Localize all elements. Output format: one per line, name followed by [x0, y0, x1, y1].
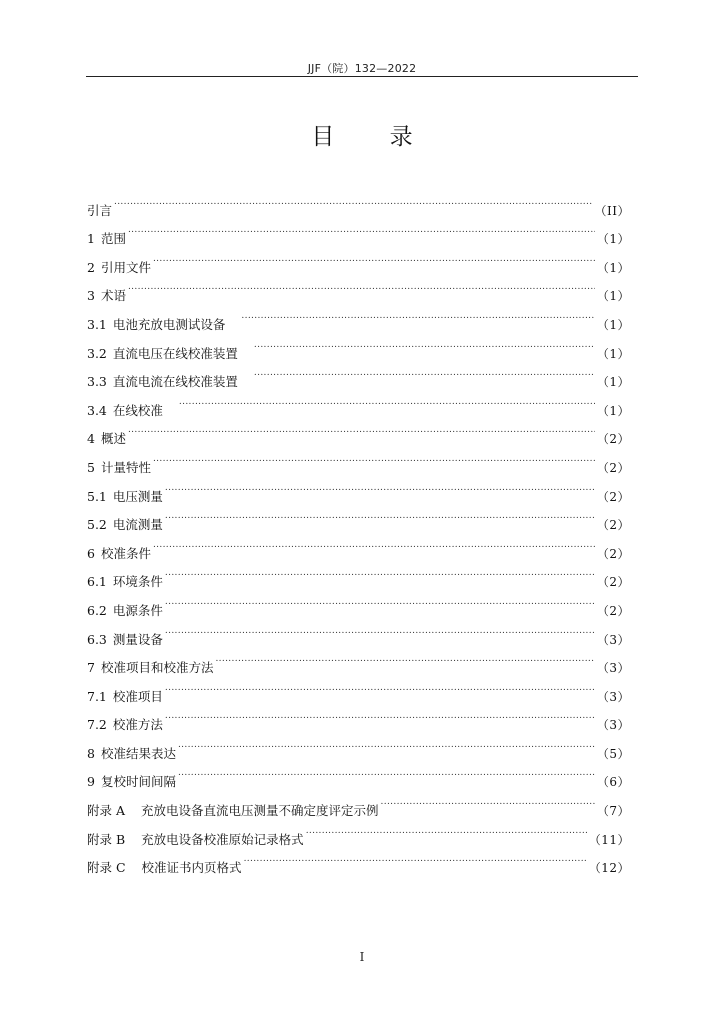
toc-entry-page: （12）	[588, 861, 630, 876]
toc-entry-number: 3.2	[87, 345, 107, 361]
toc-entry-number: 附录 B	[87, 831, 126, 847]
page-title: 目 录	[311, 124, 437, 150]
toc-entry-leader-dots	[165, 701, 595, 730]
toc-entry-label: 环境条件	[112, 574, 163, 590]
header-rule	[86, 76, 638, 77]
toc-entry-number: 5.1	[87, 488, 107, 504]
toc-entry-number: 附录 A	[87, 803, 126, 819]
toc-entry-label: 概述	[100, 431, 126, 447]
toc-entry-number: 6.2	[87, 602, 107, 618]
toc-entry-leader-dots	[244, 844, 587, 873]
toc-entry-number: 1	[87, 231, 95, 247]
toc-entry-label: 术语	[100, 288, 126, 304]
toc-entry[interactable]	[87, 586, 630, 618]
toc-entry-number: 7.1	[87, 688, 107, 704]
toc-entry[interactable]	[87, 472, 630, 504]
toc-entry-page: （5）	[596, 746, 630, 761]
toc-entry-page: （2）	[596, 432, 630, 447]
toc-entry-label: 校准证书内页格式	[141, 860, 242, 876]
toc-entry-leader-dots	[254, 358, 595, 387]
toc-entry-page: （1）	[596, 289, 630, 304]
toc-entry[interactable]	[87, 300, 630, 332]
toc-entry-page: （3）	[596, 632, 630, 647]
toc-entry-leader-dots	[215, 644, 594, 673]
toc-entry-page: （1）	[596, 260, 630, 275]
toc-entry-page: （3）	[596, 661, 630, 676]
toc-entry-number: 6.3	[87, 631, 107, 647]
toc-entry[interactable]	[87, 701, 630, 733]
toc-entry-leader-dots	[165, 558, 595, 587]
page-number: I	[359, 950, 365, 964]
toc-entry-page: （6）	[596, 775, 630, 790]
toc-entry-label: 充放电设备校准原始记录格式	[141, 831, 304, 847]
table-of-contents	[87, 186, 630, 876]
toc-entry-label: 直流电压在线校准装置	[112, 345, 238, 361]
toc-entry[interactable]	[87, 415, 630, 447]
toc-entry-label: 范围	[100, 231, 126, 247]
toc-entry-page: （2）	[596, 603, 630, 618]
toc-entry-label: 校准方法	[112, 717, 163, 733]
toc-entry-label: 复校时间间隔	[100, 774, 176, 790]
toc-entry-page: （1）	[596, 346, 630, 361]
toc-entry-leader-dots	[114, 186, 593, 215]
toc-entry-page: （2）	[596, 489, 630, 504]
toc-entry-page: （1）	[596, 403, 630, 418]
toc-entry-page: （11）	[588, 832, 630, 847]
toc-entry-page: （1）	[596, 232, 630, 247]
toc-entry-leader-dots	[128, 215, 595, 244]
toc-entry-number: 3.1	[87, 316, 107, 332]
toc-entry-page: （2）	[596, 518, 630, 533]
toc-entry-label: 电源条件	[112, 602, 163, 618]
toc-entry-number: 2	[87, 259, 95, 275]
toc-entry-label: 电压测量	[112, 488, 163, 504]
toc-entry-label: 充放电设备直流电压测量不确定度评定示例	[141, 803, 379, 819]
toc-entry-leader-dots	[165, 586, 595, 615]
running-header: JJF（院）132—2022	[307, 62, 417, 75]
toc-entry[interactable]	[87, 644, 630, 676]
toc-entry-label: 测量设备	[112, 631, 163, 647]
toc-entry-page: （2）	[596, 546, 630, 561]
toc-entry-label: 校准结果表达	[100, 745, 176, 761]
toc-entry[interactable]	[87, 186, 630, 218]
toc-entry-leader-dots	[153, 529, 595, 558]
toc-entry-label: 引用文件	[100, 259, 151, 275]
toc-entry-leader-dots	[153, 243, 595, 272]
toc-entry-page: （3）	[596, 689, 630, 704]
toc-entry-number: 8	[87, 745, 95, 761]
toc-entry-number: 3	[87, 288, 95, 304]
toc-entry-label: 计量特性	[100, 459, 151, 475]
toc-entry-leader-dots	[165, 615, 595, 644]
toc-entry-leader-dots	[165, 472, 595, 501]
toc-entry-number: 附录 C	[87, 860, 126, 876]
toc-entry-page: （1）	[596, 317, 630, 332]
toc-entry-page: （1）	[596, 375, 630, 390]
toc-entry-leader-dots	[165, 501, 595, 530]
toc-entry-label: 校准项目	[112, 688, 163, 704]
toc-entry-label: 引言	[87, 202, 113, 218]
toc-entry[interactable]	[87, 615, 630, 647]
toc-entry-leader-dots	[165, 672, 595, 701]
toc-entry-label: 电流测量	[112, 517, 163, 533]
toc-entry-leader-dots	[306, 815, 587, 844]
toc-entry-page: （3）	[596, 718, 630, 733]
toc-entry[interactable]	[87, 558, 630, 590]
toc-entry-label: 电池充放电测试设备	[112, 316, 226, 332]
toc-entry[interactable]	[87, 672, 630, 704]
toc-entry-leader-dots	[178, 729, 595, 758]
toc-entry-page: （II）	[594, 203, 630, 218]
toc-entry-number: 9	[87, 774, 95, 790]
toc-entry[interactable]	[87, 443, 630, 475]
toc-entry-number: 6.1	[87, 574, 107, 590]
toc-entry-number: 3.3	[87, 374, 107, 390]
toc-entry[interactable]	[87, 243, 630, 275]
toc-entry-number: 3.4	[87, 402, 107, 418]
toc-entry[interactable]	[87, 729, 630, 761]
toc-entry-label: 直流电流在线校准装置	[112, 374, 238, 390]
toc-entry[interactable]	[87, 529, 630, 561]
toc-entry-label: 在线校准	[112, 402, 163, 418]
toc-entry-page: （2）	[596, 575, 630, 590]
toc-entry-leader-dots	[178, 758, 595, 787]
toc-entry-number: 7	[87, 660, 95, 676]
toc-entry-page: （7）	[596, 804, 630, 819]
toc-entry-label: 校准条件	[100, 545, 151, 561]
toc-entry-leader-dots	[128, 415, 595, 444]
toc-entry-label: 校准项目和校准方法	[100, 660, 214, 676]
toc-entry-number: 5.2	[87, 517, 107, 533]
toc-entry-leader-dots	[153, 443, 595, 472]
toc-entry-number: 6	[87, 545, 95, 561]
toc-entry-leader-dots	[241, 300, 594, 329]
toc-entry-number: 7.2	[87, 717, 107, 733]
toc-entry[interactable]	[87, 501, 630, 533]
toc-entry-number: 5	[87, 459, 95, 475]
toc-entry[interactable]	[87, 272, 630, 304]
toc-entry-leader-dots	[254, 329, 595, 358]
toc-entry-page: （2）	[596, 460, 630, 475]
toc-entry-number: 4	[87, 431, 95, 447]
toc-entry[interactable]	[87, 215, 630, 247]
toc-entry-leader-dots	[128, 272, 595, 301]
toc-entry-leader-dots	[381, 786, 595, 815]
toc-entry-leader-dots	[179, 386, 595, 415]
